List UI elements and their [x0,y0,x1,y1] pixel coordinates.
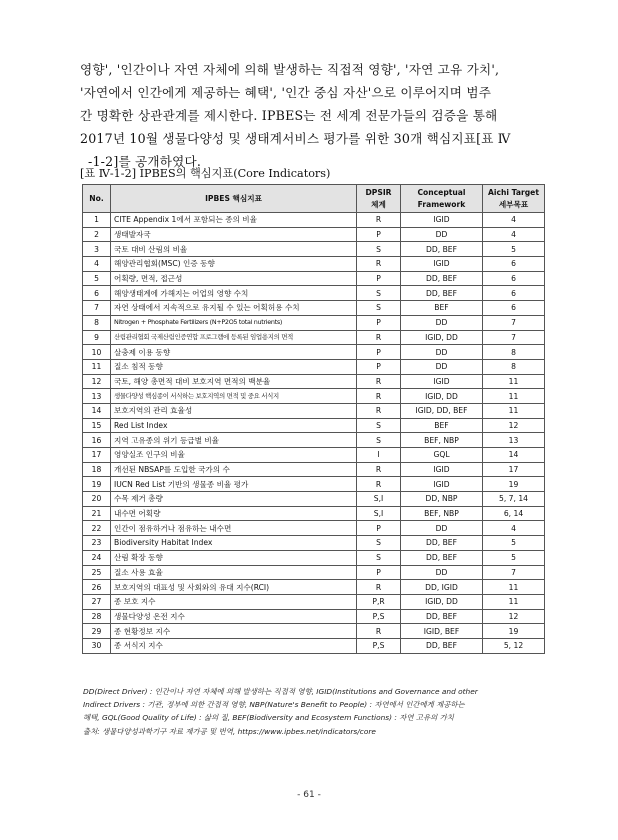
intro-paragraph [80,58,550,173]
cell-framework: DD [401,521,483,536]
table-row [83,550,545,565]
cell-aichi: 11 [483,374,545,389]
cell-dpsir: S [357,242,401,257]
table-row [83,315,545,330]
cell-dpsir: P [357,359,401,374]
cell-framework: IGID [401,374,483,389]
cell-aichi: 6, 14 [483,506,545,521]
table-row [83,462,545,477]
cell-dpsir: S,I [357,506,401,521]
cell-aichi: 5, 7, 14 [483,492,545,507]
cell-framework: DD, NBP [401,492,483,507]
cell-dpsir: R [357,330,401,345]
cell-no: 22 [83,521,111,536]
cell-no: 19 [83,477,111,492]
cell-dpsir: P,S [357,609,401,624]
cell-indicator: 생물다양성 온전 지수 [111,609,357,624]
cell-dpsir: R [357,213,401,228]
cell-dpsir: P [357,315,401,330]
cell-aichi: 17 [483,462,545,477]
cell-framework: IGID, DD [401,594,483,609]
cell-no: 26 [83,580,111,595]
header-framework-line2: Framework [417,199,466,209]
cell-no: 20 [83,492,111,507]
source-line: 출처: 생물다양성과학기구 자료 재가공 및 번역, https://www.ipbes.net/indicators/core [83,726,376,736]
cell-dpsir: R [357,624,401,639]
cell-indicator: 내수면 어획량 [111,506,357,521]
cell-aichi: 8 [483,359,545,374]
intro-line: 영향', '인간이나 자연 자체에 의해 발생하는 직접적 영향', '자연 고유 가치', [80,62,500,77]
cell-no: 15 [83,418,111,433]
cell-dpsir: P,R [357,594,401,609]
cell-indicator: 수목 제거 총량 [111,492,357,507]
cell-aichi: 11 [483,403,545,418]
cell-indicator: 종 현황정보 지수 [111,624,357,639]
cell-dpsir: S [357,550,401,565]
cell-framework: IGID [401,257,483,272]
table-row [83,609,545,624]
cell-no: 24 [83,550,111,565]
cell-indicator: 질소 사용 효율 [111,565,357,580]
cell-aichi: 11 [483,594,545,609]
table-row [83,359,545,374]
cell-indicator: 지역 고유종의 위기 등급별 비율 [111,433,357,448]
cell-aichi: 12 [483,418,545,433]
cell-framework: IGID [401,213,483,228]
cell-aichi: 7 [483,315,545,330]
header-no: No. [83,185,111,213]
header-framework-line1: Conceptual [417,188,466,197]
cell-indicator: 인간이 점유하거나 점유하는 내수면 [111,521,357,536]
cell-indicator: 보호지역의 관리 효율성 [111,403,357,418]
cell-aichi: 6 [483,257,545,272]
cell-framework: BEF, NBP [401,433,483,448]
cell-framework: IGID [401,477,483,492]
cell-framework: BEF [401,301,483,316]
cell-framework: IGID, DD [401,330,483,345]
cell-dpsir: R [357,580,401,595]
table-row [83,433,545,448]
cell-indicator: Nitrogen + Phosphate Fertilizers (N+P2O5 total nutrients) [111,315,357,330]
cell-framework: BEF [401,418,483,433]
core-indicators-table [82,184,545,654]
table-row [83,521,545,536]
cell-aichi: 7 [483,565,545,580]
cell-no: 16 [83,433,111,448]
cell-indicator: 종 서식지 지수 [111,638,357,653]
cell-aichi: 12 [483,609,545,624]
cell-aichi: 4 [483,227,545,242]
intro-line: 간 명확한 상관관계를 제시한다. IPBES는 전 세계 전문가들의 검증을 통해 [80,108,498,123]
cell-indicator: Red List Index [111,418,357,433]
cell-dpsir: R [357,477,401,492]
table-row [83,565,545,580]
header-dpsir-line1: DPSIR [365,188,392,197]
cell-dpsir: R [357,462,401,477]
header-aichi-line2: 세부목표 [498,199,529,209]
cell-framework: DD [401,315,483,330]
intro-line: 2017년 10월 생물다양성 및 생태계서비스 평가를 위한 30개 핵심지표[표 Ⅳ [80,131,511,146]
cell-framework: BEF, NBP [401,506,483,521]
cell-no: 12 [83,374,111,389]
cell-framework: DD [401,565,483,580]
header-dpsir [357,185,401,213]
cell-dpsir: S,I [357,492,401,507]
cell-indicator: 보호지역의 대표성 및 사회와의 유대 지수(RCI) [111,580,357,595]
note-line: 혜택, GQL(Good Quality of Life) : 삶의 질, BEF(Biodiversity and Ecosystem Functions) : 자연 고유의 가치 [83,713,454,723]
cell-indicator: 국토 대비 산림의 비율 [111,242,357,257]
cell-dpsir: P [357,271,401,286]
cell-framework: DD, BEF [401,638,483,653]
cell-framework: IGID, DD [401,389,483,404]
cell-aichi: 11 [483,580,545,595]
cell-aichi: 5 [483,550,545,565]
cell-indicator: CITE Appendix 1에서 포함되는 종의 비율 [111,213,357,228]
table-row [83,257,545,272]
table-row [83,506,545,521]
note-line: DD(Direct Driver) : 인간이나 자연 자체에 의해 발생하는 직접적 영향, IGID(Institutions and Governance and other [83,687,478,696]
header-aichi [483,185,545,213]
cell-no: 4 [83,257,111,272]
table-row [83,301,545,316]
cell-aichi: 4 [483,521,545,536]
cell-no: 1 [83,213,111,228]
cell-dpsir: P [357,565,401,580]
table-row [83,403,545,418]
table-row [83,594,545,609]
cell-aichi: 6 [483,286,545,301]
cell-framework: DD, BEF [401,609,483,624]
cell-no: 18 [83,462,111,477]
cell-no: 29 [83,624,111,639]
cell-no: 9 [83,330,111,345]
cell-no: 2 [83,227,111,242]
cell-aichi: 4 [483,213,545,228]
cell-dpsir: S [357,286,401,301]
cell-aichi: 19 [483,477,545,492]
cell-framework: DD [401,227,483,242]
cell-indicator: 산림 확장 동향 [111,550,357,565]
table-row [83,345,545,360]
cell-indicator: 질소 침적 동향 [111,359,357,374]
cell-dpsir: R [357,374,401,389]
cell-framework: IGID [401,462,483,477]
cell-aichi: 7 [483,330,545,345]
cell-no: 28 [83,609,111,624]
cell-no: 27 [83,594,111,609]
cell-dpsir: R [357,403,401,418]
intro-line: -1-2]를 공개하였다. [88,154,202,169]
cell-dpsir: P [357,521,401,536]
cell-no: 7 [83,301,111,316]
cell-aichi: 19 [483,624,545,639]
table-row [83,286,545,301]
cell-aichi: 5 [483,242,545,257]
cell-framework: DD, BEF [401,550,483,565]
table-row [83,227,545,242]
cell-no: 25 [83,565,111,580]
table-row [83,389,545,404]
cell-no: 14 [83,403,111,418]
table-row [83,580,545,595]
table-header-row [83,185,545,213]
cell-framework: DD [401,359,483,374]
table-caption: [표 Ⅳ-1-2] IPBES의 핵심지표(Core Indicators) [80,167,331,180]
cell-indicator: 살충제 이용 동향 [111,345,357,360]
cell-indicator: 영양실조 인구의 비율 [111,448,357,463]
cell-indicator: 해양생태계에 가해지는 어업의 영향 수치 [111,286,357,301]
table-row [83,330,545,345]
cell-dpsir: R [357,257,401,272]
cell-indicator: 생물다양성 핵심종이 서식하는 보호지역의 면적 및 중요 서식지 [111,389,357,404]
cell-indicator: 개선된 NBSAP를 도입한 국가의 수 [111,462,357,477]
cell-framework: IGID, DD, BEF [401,403,483,418]
cell-no: 3 [83,242,111,257]
cell-framework: DD, BEF [401,286,483,301]
table-row [83,213,545,228]
cell-aichi: 11 [483,389,545,404]
cell-dpsir: S [357,433,401,448]
cell-dpsir: P [357,345,401,360]
table-row [83,624,545,639]
cell-no: 8 [83,315,111,330]
cell-dpsir: I [357,448,401,463]
header-indicator: IPBES 핵심지표 [111,185,357,213]
cell-dpsir: S [357,301,401,316]
cell-indicator: 산림관리협회 국제산림인증연합 프로그램에 등록된 임업용지의 면적 [111,330,357,345]
table-row [83,271,545,286]
table-row [83,418,545,433]
header-dpsir-line2: 체계 [371,199,386,209]
table-row [83,374,545,389]
table-notes [83,685,553,738]
cell-aichi: 14 [483,448,545,463]
cell-indicator: 어획량, 면적, 접근성 [111,271,357,286]
note-line: Indirect Drivers : 기관, 정부에 의한 간접적 영향, NBP(Nature's Benefit to People) : 자연에서 인간에게 제공하는 [83,700,465,710]
cell-indicator: 생태발자국 [111,227,357,242]
cell-no: 13 [83,389,111,404]
cell-indicator: 해양관리협회(MSC) 인증 동향 [111,257,357,272]
cell-indicator: Biodiversity Habitat Index [111,536,357,551]
cell-framework: DD, BEF [401,242,483,257]
cell-dpsir: S [357,536,401,551]
cell-aichi: 8 [483,345,545,360]
cell-framework: DD, BEF [401,536,483,551]
cell-framework: IGID, BEF [401,624,483,639]
cell-aichi: 5, 12 [483,638,545,653]
cell-dpsir: P,S [357,638,401,653]
cell-indicator: 자연 상태에서 지속적으로 유지될 수 있는 어획허용 수치 [111,301,357,316]
cell-framework: DD [401,345,483,360]
page-number: - 61 - [297,790,321,800]
cell-no: 17 [83,448,111,463]
cell-no: 5 [83,271,111,286]
cell-aichi: 6 [483,271,545,286]
table-row [83,492,545,507]
cell-no: 11 [83,359,111,374]
cell-framework: DD, BEF [401,271,483,286]
cell-indicator: 종 보호 지수 [111,594,357,609]
cell-no: 21 [83,506,111,521]
cell-framework: GQL [401,448,483,463]
header-framework [401,185,483,213]
cell-no: 6 [83,286,111,301]
intro-line: '자연에서 인간에게 제공하는 혜택', '인간 중심 자산'으로 이루어지며 범주 [80,85,492,100]
cell-dpsir: S [357,418,401,433]
cell-aichi: 13 [483,433,545,448]
table-row [83,638,545,653]
cell-indicator: 국토, 해양 총면적 대비 보호지역 면적의 백분율 [111,374,357,389]
table-row [83,242,545,257]
header-aichi-line1: Aichi Target [488,188,539,197]
cell-no: 30 [83,638,111,653]
cell-dpsir: R [357,389,401,404]
cell-no: 23 [83,536,111,551]
table-row [83,448,545,463]
cell-no: 10 [83,345,111,360]
table-row [83,477,545,492]
cell-dpsir: P [357,227,401,242]
cell-framework: DD, IGID [401,580,483,595]
table-row [83,536,545,551]
cell-indicator: IUCN Red List 기반의 생물종 비율 평가 [111,477,357,492]
cell-aichi: 6 [483,301,545,316]
cell-aichi: 5 [483,536,545,551]
